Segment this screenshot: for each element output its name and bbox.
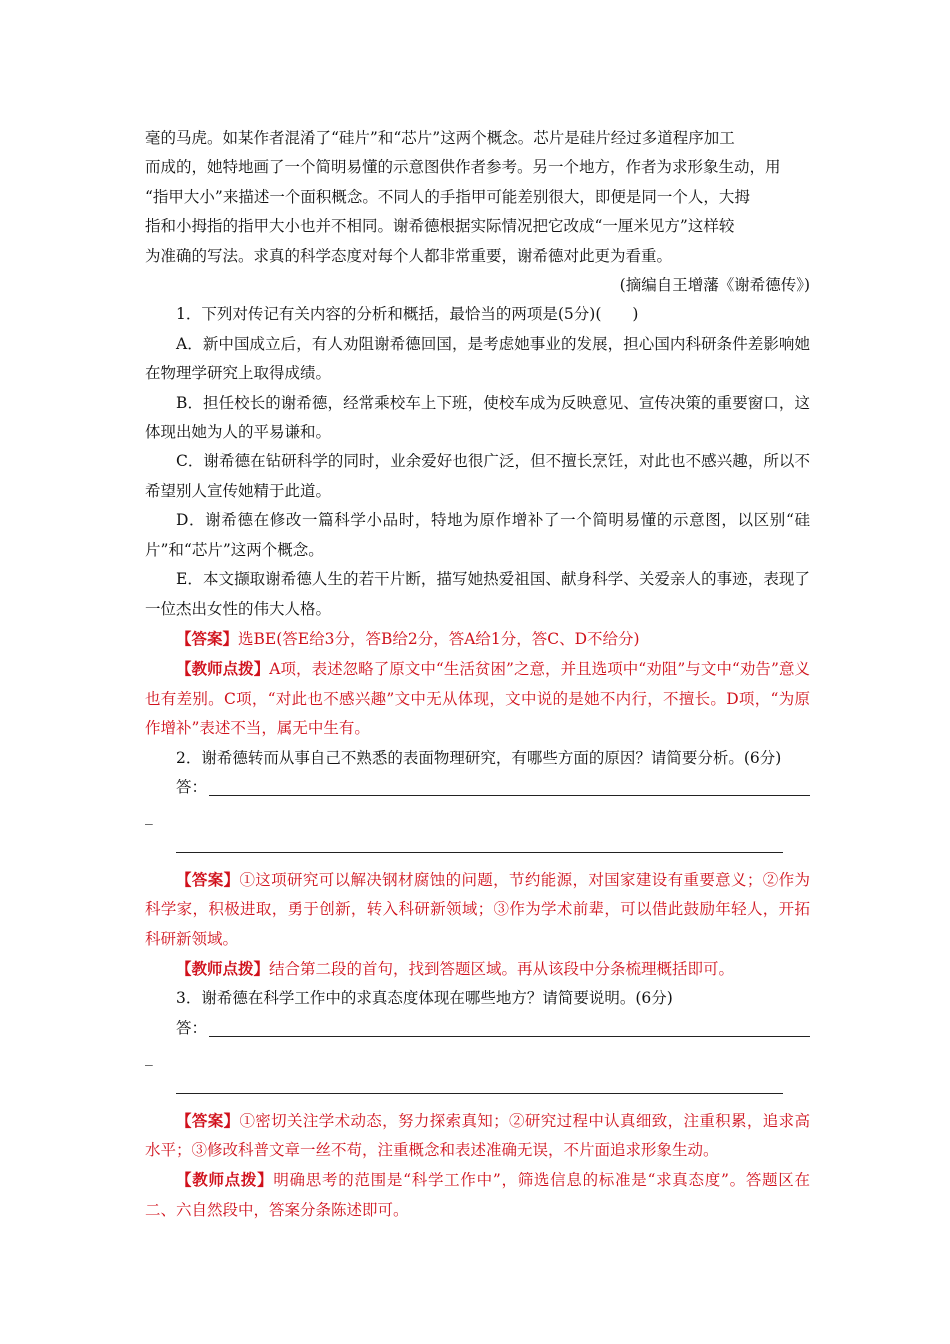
passage-line: “指甲大小”来描述一个面积概念。不同人的手指甲可能差别很大，即便是同一个人，大拇	[145, 187, 750, 206]
question-stem: 3．谢希德在科学工作中的求真态度体现在哪些地方？请简要说明。(6分)	[176, 989, 673, 1008]
answer-block	[145, 865, 810, 954]
answer-rule-2[interactable]	[176, 832, 783, 853]
passage-line: 而成的，她特地画了一个简明易懂的示意图供作者参考。另一个地方，作者为求形象生动，用	[145, 158, 781, 177]
tip-text: 结合第二段的首句，找到答题区域。再从该段中分条梳理概括即可。	[269, 959, 735, 978]
answer-tag: 【答案】	[176, 628, 239, 648]
line-dash: _	[145, 807, 153, 826]
document-page	[145, 124, 810, 1225]
passage-line: 指和小拇指的指甲大小也并不相同。谢希德根据实际情况把它改成“一厘米见方”这样较	[145, 217, 735, 236]
answer-text: ①这项研究可以解决钢材腐蚀的问题，节约能源，对国家建设有重要意义；②作为科学家，积极进取，勇于创新，转入科研新领域；③作为学术前辈，可以借此鼓励年轻人，开拓科研新领域。	[145, 870, 810, 948]
question-3	[145, 984, 810, 1225]
answer-line[interactable]	[145, 773, 810, 802]
question-stem: 2．谢希德转而从事自己不熟悉的表面物理研究，有哪些方面的原因？请简要分析。(6分)	[176, 748, 782, 767]
answer-tag: 【答案】	[176, 869, 240, 889]
passage-source: (摘编自王增藩《谢希德传》)	[619, 276, 810, 295]
teacher-tip-block	[145, 654, 810, 743]
teacher-tip-block	[145, 1165, 810, 1225]
option-b: B．担任校长的谢希德，经常乘校车上下班，使校车成为反映意见、宣传决策的重要窗口，这体现出她为人的平易谦和。	[145, 393, 810, 442]
answer-block	[145, 624, 810, 654]
option-e: E．本文撷取谢希德人生的若干片断，描写她热爱祖国、献身科学、关爱亲人的事迹，表现了一位杰出女性的伟大人格。	[145, 570, 810, 618]
answer-text: 选BE(答E给3分，答B给2分，答A给1分，答C、D不给分)	[238, 629, 640, 648]
option-d: D．谢希德在修改一篇科学小品时，特地为原作增补了一个简明易懂的示意图，以区别“硅片”和“芯片”这两个概念。	[145, 511, 810, 559]
question-stem: 1．下列对传记有关内容的分析和概括，最恰当的两项是(5分)( )	[176, 305, 639, 324]
tip-text: A项，表述忽略了原文中“生活贫困”之意，并且选项中“劝阻”与文中“劝告”意义也有差别。C项，“对此也不感兴趣”文中无从体现，文中说的是她不内行，不擅长。D项，“为原作增补”表述不当，属无中生有。	[145, 660, 810, 738]
tip-text: 明确思考的范围是“科学工作中”，筛选信息的标准是“求真态度”。答题区在二、六自然段中，答案分条陈述即可。	[145, 1171, 810, 1219]
line-dash: _	[145, 1048, 153, 1067]
answer-rule[interactable]	[209, 775, 810, 796]
answer-label: 答：	[176, 1018, 208, 1037]
answer-rule-2[interactable]	[176, 1073, 783, 1094]
tip-tag: 【教师点拨】	[176, 659, 270, 679]
passage-line: 为准确的写法。求真的科学态度对每个人都非常重要，谢希德对此更为看重。	[145, 246, 673, 265]
teacher-tip-block	[145, 954, 810, 984]
answer-tag: 【答案】	[176, 1110, 240, 1130]
tip-tag: 【教师点拨】	[176, 1170, 274, 1190]
answer-rule[interactable]	[209, 1016, 810, 1037]
tip-tag: 【教师点拨】	[176, 958, 270, 978]
option-a: A．新中国成立后，有人劝阻谢希德回国，是考虑她事业的发展，担心国内科研条件差影响她在物理学研究上取得成绩。	[145, 334, 810, 383]
answer-line[interactable]	[145, 1014, 810, 1043]
passage-line: 毫的马虎。如某作者混淆了“硅片”和“芯片”这两个概念。芯片是硅片经过多道程序加工	[145, 129, 735, 147]
answer-block	[145, 1106, 810, 1166]
option-c: C．谢希德在钻研科学的同时，业余爱好也很广泛，但不擅长烹饪，对此也不感兴趣，所以不希望别人宣传她精于此道。	[145, 452, 810, 500]
answer-label: 答：	[176, 777, 208, 796]
question-1	[145, 300, 810, 743]
question-2	[145, 744, 810, 985]
passage-excerpt	[145, 124, 810, 300]
answer-text: ①密切关注学术动态，努力探索真知；②研究过程中认真细致，注重积累，追求高水平；③修改科普文章一丝不苟，注重概念和表述准确无误，不片面追求形象生动。	[145, 1111, 810, 1159]
